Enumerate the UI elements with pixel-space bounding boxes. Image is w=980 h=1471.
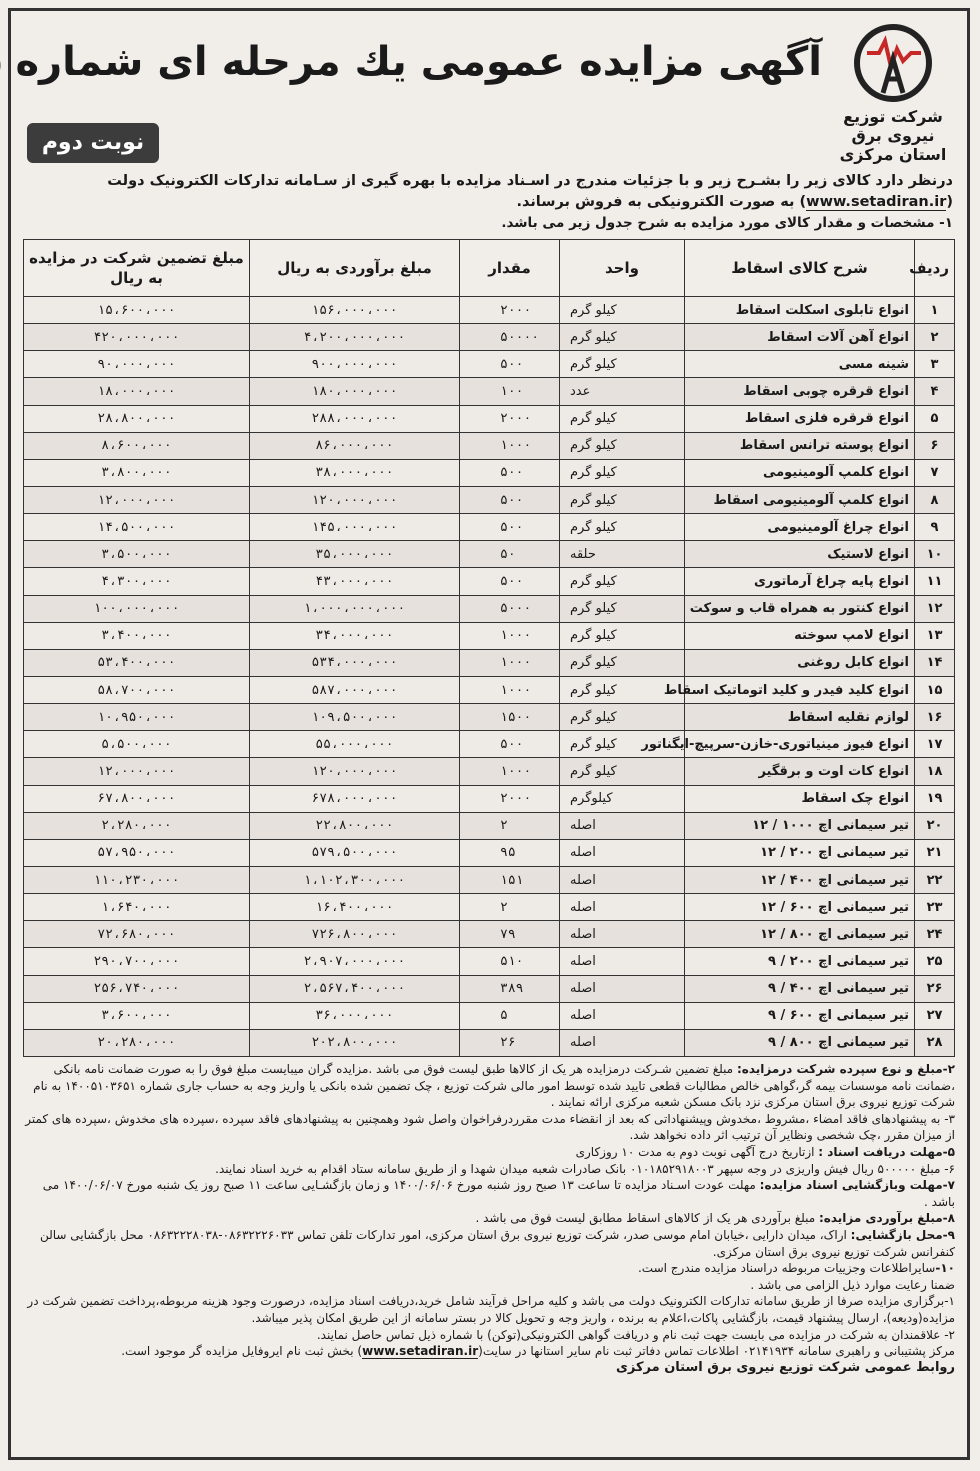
estimate-cell: ۱۲۰،۰۰۰،۰۰۰ (250, 758, 460, 785)
unit-cell: کیلو گرم (560, 405, 685, 432)
row-number-cell: ۲۲ (915, 866, 955, 893)
table-row (24, 568, 955, 595)
requirement-1: ۱-برگزاری مزایده صرفا از طریق سامانه تدارکات الکترونیک دولت می باشد و کلیه مراحل فرآیند شامل خرید،دریافت اسناد مزایده، درصورت وجود هزینه مربوطه،پرداخت تضمین شرکت در مزایده(ودیعه)، ارسال پیشنهاد قیمت، بازگشایی پاکات،اعلام به برنده ، واریز وجه و تحویل کالا در بستر سامانه از این طریق امکان پذیر میباشد. (27, 1294, 955, 1325)
col-header-row: ردیف (915, 240, 955, 297)
unit-cell: کیلوگرم (560, 785, 685, 812)
guarantee-cell: ۵۸،۷۰۰،۰۰۰ (24, 676, 250, 703)
description-cell: انواع لامپ سوخته (685, 622, 915, 649)
table-intro-note: ۱- مشخصات و مقدار کالای مورد مزایده به شرح جدول زیر می باشد. (501, 215, 953, 231)
quantity-cell: ۲۰۰۰ (460, 297, 560, 324)
guarantee-cell: ۲۸،۸۰۰،۰۰۰ (24, 405, 250, 432)
description-cell: انواع فیوز مینیاتوری-خازن-سرپیچ-ایگناتور (685, 731, 915, 758)
quantity-cell: ۲۶ (460, 1029, 560, 1056)
row-number-cell: ۲ (915, 324, 955, 351)
term-10 (23, 1260, 955, 1277)
term-6: ۶- مبلغ ۵۰۰۰۰۰ ریال فیش واریزی در وجه سپهر ۰۱۰۱۸۵۲۹۱۸۰۰۳ بانک صادرات شعبه میدان شهدا و از طریق سامانه ستاد اقدام به خرید اسناد نمایند. (215, 1161, 955, 1176)
guarantee-cell: ۶۷،۸۰۰،۰۰۰ (24, 785, 250, 812)
estimate-cell: ۳۶،۰۰۰،۰۰۰ (250, 1002, 460, 1029)
description-cell: تیر سیمانی اچ ۴۰۰ / ۹ (685, 975, 915, 1002)
table-row (24, 459, 955, 486)
description-cell: انواع قرقره چوبی اسقاط (685, 378, 915, 405)
guarantee-cell: ۳،۶۰۰،۰۰۰ (24, 1002, 250, 1029)
estimate-cell: ۱۵۶،۰۰۰،۰۰۰ (250, 297, 460, 324)
row-number-cell: ۷ (915, 459, 955, 486)
quantity-cell: ۵۰۰۰ (460, 595, 560, 622)
unit-cell: عدد (560, 378, 685, 405)
quantity-cell: ۱۰۰ (460, 378, 560, 405)
row-number-cell: ۱۴ (915, 649, 955, 676)
description-cell: انواع آهن آلات اسقاط (685, 324, 915, 351)
unit-cell: اصله (560, 839, 685, 866)
unit-cell: اصله (560, 921, 685, 948)
table-row (24, 812, 955, 839)
guarantee-cell: ۱۸،۰۰۰،۰۰۰ (24, 378, 250, 405)
description-cell: انواع چراغ آلومینیومی (685, 514, 915, 541)
table-row (24, 514, 955, 541)
intro-text-start: درنظر دارد کالای زیر را بشـرح زیر و با جزئیات مندرج در اسـناد مزایده با بهره گیری از سـامانه تدارکات الکترونیک دولت ( (107, 173, 953, 210)
unit-cell: کیلو گرم (560, 758, 685, 785)
quantity-cell: ۵۰۰ (460, 459, 560, 486)
table-row (24, 948, 955, 975)
quantity-cell: ۹۵ (460, 839, 560, 866)
row-number-cell: ۳ (915, 351, 955, 378)
guarantee-cell: ۱۱۰،۲۳۰،۰۰۰ (24, 866, 250, 893)
description-cell: تیر سیمانی اچ ۶۰۰ / ۹ (685, 1002, 915, 1029)
unit-cell: کیلو گرم (560, 568, 685, 595)
guarantee-cell: ۳،۴۰۰،۰۰۰ (24, 622, 250, 649)
support-contact (23, 1343, 955, 1360)
description-cell: لوازم نقلیه اسقاط (685, 704, 915, 731)
description-cell: تیر سیمانی اچ ۸۰۰ / ۱۲ (685, 921, 915, 948)
table-row (24, 541, 955, 568)
term-2 (23, 1061, 955, 1111)
description-cell: انواع کلمپ آلومینیومی اسقاط (685, 486, 915, 513)
estimate-cell: ۱،۱۰۲،۳۰۰،۰۰۰ (250, 866, 460, 893)
support-text-end: ) بخش ثبت نام ایروفایل مزایده گر موجود است. (121, 1344, 363, 1359)
guarantee-cell: ۲۰،۲۸۰،۰۰۰ (24, 1029, 250, 1056)
row-number-cell: ۴ (915, 378, 955, 405)
description-cell: انواع پایه چراغ آرماتوری (685, 568, 915, 595)
row-number-cell: ۲۵ (915, 948, 955, 975)
guarantee-cell: ۱۲،۰۰۰،۰۰۰ (24, 758, 250, 785)
quantity-cell: ۱۵۰۰ (460, 704, 560, 731)
row-number-cell: ۶ (915, 432, 955, 459)
row-number-cell: ۱۱ (915, 568, 955, 595)
guarantee-cell: ۱۰۰،۰۰۰،۰۰۰ (24, 595, 250, 622)
public-relations-signature: روابط عمومی شرکت توزیع نیروی برق استان مرکزی (615, 1359, 955, 1375)
quantity-cell: ۱۰۰۰ (460, 649, 560, 676)
guarantee-cell: ۲،۲۸۰،۰۰۰ (24, 812, 250, 839)
table-body (24, 297, 955, 1057)
company-name-line2: استان مرکزی (839, 145, 947, 164)
quantity-cell: ۵۰ (460, 541, 560, 568)
unit-cell: اصله (560, 948, 685, 975)
description-cell: انواع تابلوی اسکلت اسقاط (685, 297, 915, 324)
description-cell: انواع کنتور به همراه قاب و سوکت (685, 595, 915, 622)
unit-cell: اصله (560, 975, 685, 1002)
support-text-start: مرکز پشتیبانی و راهبری سامانه ۰۲۱۴۱۹۳۴ اطلاعات تماس دفاتر ثبت نام سایر استانها در سایت( (478, 1344, 955, 1359)
table-row (24, 297, 955, 324)
row-number-cell: ۲۰ (915, 812, 955, 839)
notice-title: آگهی مزایده عمومی یك مرحله ای شماره (15, 39, 822, 85)
unit-cell: اصله (560, 866, 685, 893)
unit-cell: کیلو گرم (560, 622, 685, 649)
estimate-cell: ۱۸۰،۰۰۰،۰۰۰ (250, 378, 460, 405)
quantity-cell: ۵۰۰ (460, 731, 560, 758)
estimate-cell: ۷۲۶،۸۰۰،۰۰۰ (250, 921, 460, 948)
description-cell: انواع پوسته ترانس اسقاط (685, 432, 915, 459)
row-number-cell: ۱۸ (915, 758, 955, 785)
quantity-cell: ۷۹ (460, 921, 560, 948)
guarantee-cell: ۲۵۶،۷۴۰،۰۰۰ (24, 975, 250, 1002)
intro-text-end: ) به صورت الکترونیکی به فروش برساند. (516, 194, 807, 210)
requirement-2: ۲- علاقمندان به شرکت در مزایده می بایست جهت ثبت نام و دریافت گواهی الکترونیکی(توکن) با شماره ذیل تماس حاصل نمایند. (316, 1327, 955, 1342)
table-row (24, 676, 955, 703)
estimate-cell: ۱،۰۰۰،۰۰۰،۰۰۰ (250, 595, 460, 622)
table-row (24, 839, 955, 866)
col-header-estimate: مبلغ برآوردی به ریال (250, 240, 460, 297)
quantity-cell: ۵۰۰ (460, 568, 560, 595)
table-row (24, 1002, 955, 1029)
term-5-text: ازتاریخ درج آگهی نوبت دوم به مدت ۱۰ روزکاری (575, 1144, 819, 1159)
quantity-cell: ۵۱۰ (460, 948, 560, 975)
table-row (24, 649, 955, 676)
description-cell: تیر سیمانی اچ ۶۰۰ / ۱۲ (685, 894, 915, 921)
guarantee-cell: ۵،۵۰۰،۰۰۰ (24, 731, 250, 758)
estimate-cell: ۳۸،۰۰۰،۰۰۰ (250, 459, 460, 486)
term-8 (23, 1210, 955, 1227)
guarantee-cell: ۷۲،۶۸۰،۰۰۰ (24, 921, 250, 948)
guarantee-cell: ۱۵،۶۰۰،۰۰۰ (24, 297, 250, 324)
term-2-label: ۲-مبلغ و نوع سپرده شرکت درمزایده: (736, 1062, 955, 1076)
quantity-cell: ۵ (460, 1002, 560, 1029)
table-row (24, 894, 955, 921)
unit-cell: کیلو گرم (560, 676, 685, 703)
row-number-cell: ۲۷ (915, 1002, 955, 1029)
table-row (24, 975, 955, 1002)
estimate-cell: ۵۵،۰۰۰،۰۰۰ (250, 731, 460, 758)
row-number-cell: ۱۹ (915, 785, 955, 812)
description-cell: شینه مسی (685, 351, 915, 378)
estimate-cell: ۲،۵۶۷،۴۰۰،۰۰۰ (250, 975, 460, 1002)
row-number-cell: ۱۰ (915, 541, 955, 568)
term-9-label: ۹-محل بازگشایی: (850, 1227, 955, 1242)
guarantee-cell: ۱۲،۰۰۰،۰۰۰ (24, 486, 250, 513)
description-cell: انواع کابل روغنی (685, 649, 915, 676)
row-number-cell: ۲۸ (915, 1029, 955, 1056)
estimate-cell: ۳۵،۰۰۰،۰۰۰ (250, 541, 460, 568)
unit-cell: حلقه (560, 541, 685, 568)
row-number-cell: ۱۲ (915, 595, 955, 622)
guarantee-cell: ۵۳،۴۰۰،۰۰۰ (24, 649, 250, 676)
description-cell: انواع چک اسقاط (685, 785, 915, 812)
quantity-cell: ۲۰۰۰ (460, 785, 560, 812)
estimate-cell: ۹۰۰،۰۰۰،۰۰۰ (250, 351, 460, 378)
guarantee-cell: ۲۹۰،۷۰۰،۰۰۰ (24, 948, 250, 975)
estimate-cell: ۱۲۰،۰۰۰،۰۰۰ (250, 486, 460, 513)
quantity-cell: ۵۰۰ (460, 514, 560, 541)
row-number-cell: ۵ (915, 405, 955, 432)
guarantee-cell: ۴،۳۰۰،۰۰۰ (24, 568, 250, 595)
quantity-cell: ۱۰۰۰ (460, 432, 560, 459)
table-row (24, 731, 955, 758)
guarantee-cell: ۱۰،۹۵۰،۰۰۰ (24, 704, 250, 731)
row-number-cell: ۹ (915, 514, 955, 541)
quantity-cell: ۲۰۰۰ (460, 405, 560, 432)
unit-cell: اصله (560, 1029, 685, 1056)
table-header-row (24, 240, 955, 297)
row-number-cell: ۱۳ (915, 622, 955, 649)
unit-cell: اصله (560, 894, 685, 921)
term-7-label: ۷-مهلت وبازگشایی اسناد مزایده: (759, 1178, 955, 1193)
turn-badge: نوبت دوم (27, 123, 159, 163)
estimate-cell: ۳۴،۰۰۰،۰۰۰ (250, 622, 460, 649)
table-row (24, 405, 955, 432)
quantity-cell: ۱۰۰۰ (460, 622, 560, 649)
power-company-emblem-icon (845, 23, 941, 103)
table-row (24, 1029, 955, 1056)
general-requirements: ضمنا رعایت موارد ذیل الزامی می باشد . (750, 1277, 955, 1292)
row-number-cell: ۱۶ (915, 704, 955, 731)
row-number-cell: ۱۵ (915, 676, 955, 703)
notice-header (11, 11, 967, 164)
quantity-cell: ۱۵۱ (460, 866, 560, 893)
description-cell: انواع کلید فیدر و کلید اتوماتیک اسقاط (685, 676, 915, 703)
guarantee-cell: ۳،۸۰۰،۰۰۰ (24, 459, 250, 486)
unit-cell: کیلو گرم (560, 731, 685, 758)
col-header-unit: واحد (560, 240, 685, 297)
description-cell: تیر سیمانی اچ ۲۰۰ / ۹ (685, 948, 915, 975)
table-row (24, 704, 955, 731)
term-5 (23, 1144, 955, 1161)
estimate-cell: ۵۸۷،۰۰۰،۰۰۰ (250, 676, 460, 703)
term-5-label: ۵-مهلت دریافت اسناد : (818, 1144, 955, 1159)
table-row (24, 758, 955, 785)
unit-cell: کیلو گرم (560, 649, 685, 676)
estimate-cell: ۵۳۴،۰۰۰،۰۰۰ (250, 649, 460, 676)
row-number-cell: ۲۱ (915, 839, 955, 866)
estimate-cell: ۴۳،۰۰۰،۰۰۰ (250, 568, 460, 595)
setadiran-link[interactable]: www.setadiran.ir (806, 194, 947, 210)
table-row (24, 378, 955, 405)
description-cell: انواع لاستیک (685, 541, 915, 568)
quantity-cell: ۲ (460, 894, 560, 921)
intro-paragraph (23, 171, 953, 234)
col-header-description: شرح کالای اسقاط (685, 240, 915, 297)
guarantee-cell: ۱۴،۵۰۰،۰۰۰ (24, 514, 250, 541)
term-9-text: اراک، میدان دارایی ،خیابان امام موسی صدر، شرکت توزیع نیروی برق استان مرکزی، امور تدارکات تلفن تماس ۰۸۶۳۲۲۲۶۰۳۳-۰۸۶۳۲۲۲۸۰۳۸ محل بازگشایی سالن کنفرانس شرکت توزیع نیروی برق استان مرکزی. (39, 1227, 955, 1259)
table-row (24, 622, 955, 649)
term-3: ۳- به پیشنهادهای فاقد امضاء ،مشروط ،مخدوش وپیشنهاداتی که بعد از انقضاء مدت مقرردرفراخوان واصل شود وهمچنین به پیشنهادهای فاقد سپرده ،سپرده های مخدوش ،سپرده های کمتر از میزان مقرر ،چک شخصی ونظایر آن ترتیب اثر داده نخواهد شد. (25, 1111, 955, 1143)
term-9 (23, 1227, 955, 1260)
unit-cell: کیلو گرم (560, 297, 685, 324)
guarantee-cell: ۹۰،۰۰۰،۰۰۰ (24, 351, 250, 378)
description-cell: انواع قرقره فلزی اسقاط (685, 405, 915, 432)
row-number-cell: ۱۷ (915, 731, 955, 758)
term-8-text: مبلغ برآوردی هر یک از کالاهای اسقاط مطابق لیست فوق می باشد . (475, 1211, 819, 1226)
unit-cell: کیلو گرم (560, 351, 685, 378)
term-10-text: سایراطلاعات وجزییات مربوطه دراسناد مزایده مندرج است. (637, 1261, 936, 1276)
setadiran-link-footer[interactable]: www.setadiran.ir (362, 1344, 479, 1359)
row-number-cell: ۸ (915, 486, 955, 513)
table-row (24, 432, 955, 459)
auction-notice (8, 8, 970, 1460)
company-logo (833, 23, 953, 164)
guarantee-cell: ۵۷،۹۵۰،۰۰۰ (24, 839, 250, 866)
row-number-cell: ۱ (915, 297, 955, 324)
items-table-container (23, 239, 955, 1057)
estimate-cell: ۲۰۲،۸۰۰،۰۰۰ (250, 1029, 460, 1056)
description-cell: تیر سیمانی اچ ۸۰۰ / ۹ (685, 1029, 915, 1056)
description-cell: تیر سیمانی اچ ۱۰۰۰ / ۱۲ (685, 812, 915, 839)
estimate-cell: ۲۲،۸۰۰،۰۰۰ (250, 812, 460, 839)
estimate-cell: ۴،۲۰۰،۰۰۰،۰۰۰ (250, 324, 460, 351)
notice-terms (23, 1061, 955, 1376)
quantity-cell: ۲ (460, 812, 560, 839)
estimate-cell: ۸۶،۰۰۰،۰۰۰ (250, 432, 460, 459)
table-row (24, 866, 955, 893)
unit-cell: کیلو گرم (560, 432, 685, 459)
table-row (24, 785, 955, 812)
row-number-cell: ۲۴ (915, 921, 955, 948)
description-cell: تیر سیمانی اچ ۲۰۰ / ۱۲ (685, 839, 915, 866)
term-7-text: مهلت عودت اسـناد مزایده تا ساعت ۱۳ صبح روز شنبه مورخ ۱۴۰۰/۰۶/۰۶ و زمان بازگشـایی ساعت ۱۱ صبح روز یک شنبه مورخ ۱۴۰۰/۰۶/۰۷ می باشد . (42, 1178, 955, 1209)
unit-cell: کیلو گرم (560, 514, 685, 541)
guarantee-cell: ۳،۵۰۰،۰۰۰ (24, 541, 250, 568)
unit-cell: کیلو گرم (560, 486, 685, 513)
table-row (24, 595, 955, 622)
estimate-cell: ۲۸۸،۰۰۰،۰۰۰ (250, 405, 460, 432)
description-cell: تیر سیمانی اچ ۴۰۰ / ۱۲ (685, 866, 915, 893)
estimate-cell: ۵۷۹،۵۰۰،۰۰۰ (250, 839, 460, 866)
term-8-label: ۸-مبلغ برآوردی مزایده: (818, 1211, 955, 1226)
row-number-cell: ۲۳ (915, 894, 955, 921)
guarantee-cell: ۴۲۰،۰۰۰،۰۰۰ (24, 324, 250, 351)
unit-cell: کیلو گرم (560, 704, 685, 731)
term-2-text: مبلغ تضمین شـرکت درمزایده هر یک از کالاها طبق لیست فوق می باشد .مزایده گران میبایست مبلغ فوق را به صورت ضمانت نامه بانکی ،ضمانت نامه موسسات بیمه گر،گواهی خالص مطالبات قطعی تایید شده توسط امور مالی شرکت توزیع ، چک تضمین شده بانکی یا واریز وجه به حساب جاری شماره ۱۴۰۰۵۱۰۳۶۵۱ به نام شرکت توزیع نیروی برق استان مرکزی نزد بانک مسکن شعبه مرکزی ارائه نمایند . (33, 1062, 955, 1110)
description-cell: انواع کلمپ آلومینیومی (685, 459, 915, 486)
items-table (23, 239, 955, 1057)
term-7 (23, 1177, 955, 1210)
term-10-label: ۱۰- (935, 1261, 955, 1276)
quantity-cell: ۵۰۰۰۰ (460, 324, 560, 351)
unit-cell: اصله (560, 812, 685, 839)
estimate-cell: ۲،۹۰۷،۰۰۰،۰۰۰ (250, 948, 460, 975)
estimate-cell: ۱۴۵،۰۰۰،۰۰۰ (250, 514, 460, 541)
unit-cell: اصله (560, 1002, 685, 1029)
quantity-cell: ۱۰۰۰ (460, 676, 560, 703)
quantity-cell: ۵۰۰ (460, 486, 560, 513)
quantity-cell: ۳۸۹ (460, 975, 560, 1002)
estimate-cell: ۱۶،۴۰۰،۰۰۰ (250, 894, 460, 921)
unit-cell: کیلو گرم (560, 324, 685, 351)
table-row (24, 351, 955, 378)
unit-cell: کیلو گرم (560, 595, 685, 622)
company-name-line1: شرکت توزیع نیروی برق (843, 107, 943, 145)
table-row (24, 921, 955, 948)
description-cell: انواع کات اوت و برقگیر (685, 758, 915, 785)
col-header-guarantee: مبلغ تضمین شرکت در مزایده به ریال (24, 240, 250, 297)
quantity-cell: ۵۰۰ (460, 351, 560, 378)
quantity-cell: ۱۰۰۰ (460, 758, 560, 785)
estimate-cell: ۱۰۹،۵۰۰،۰۰۰ (250, 704, 460, 731)
unit-cell: کیلو گرم (560, 459, 685, 486)
guarantee-cell: ۱،۶۴۰،۰۰۰ (24, 894, 250, 921)
table-row (24, 324, 955, 351)
col-header-quantity: مقدار (460, 240, 560, 297)
guarantee-cell: ۸،۶۰۰،۰۰۰ (24, 432, 250, 459)
estimate-cell: ۶۷۸،۰۰۰،۰۰۰ (250, 785, 460, 812)
table-row (24, 486, 955, 513)
row-number-cell: ۲۶ (915, 975, 955, 1002)
